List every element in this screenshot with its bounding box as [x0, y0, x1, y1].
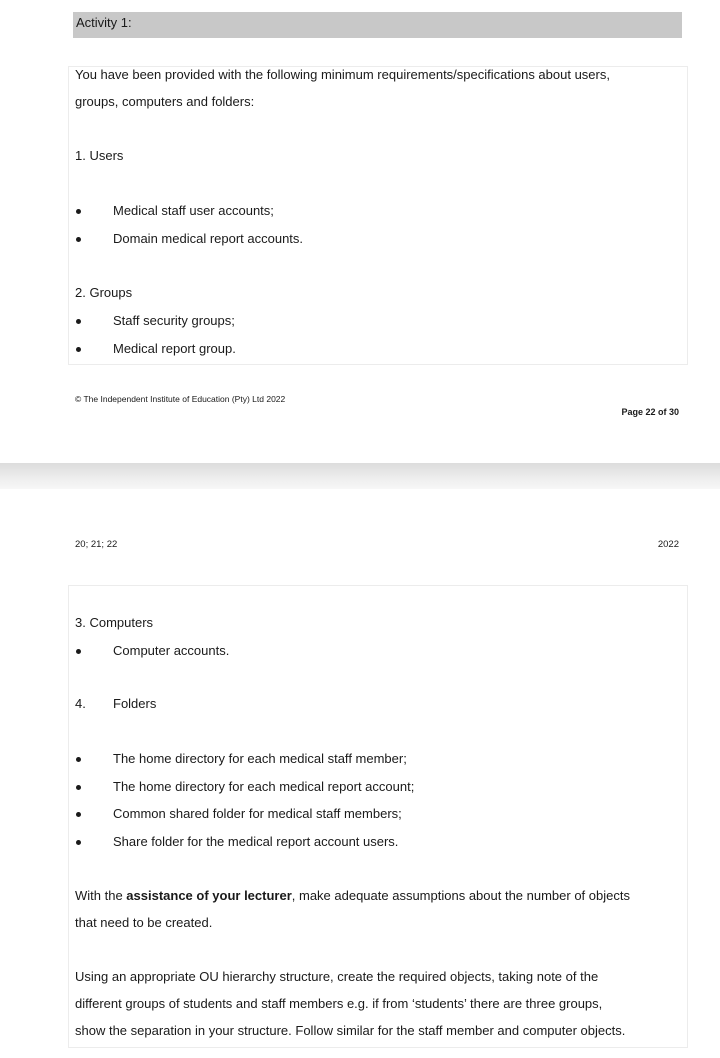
computers-heading: 3. Computers [75, 615, 154, 630]
assistance-paragraph-line-1 [75, 888, 630, 903]
users-heading: 1. Users [75, 148, 124, 163]
assistance-bold: assistance of your lecturer [126, 888, 292, 903]
ou-paragraph-line-2: different groups of students and staff members e.g. if from ‘students’ there are three groups, [75, 996, 603, 1011]
bullet-icon [76, 649, 81, 654]
activity-title: Activity 1: [73, 12, 682, 38]
page-header-left: 20; 21; 22 [75, 539, 118, 550]
list-item: Domain medical report accounts. [113, 231, 304, 246]
folders-number: 4. [75, 696, 86, 711]
assistance-prefix: With the [75, 888, 127, 903]
list-item: Medical report group. [113, 341, 236, 356]
bullet-icon [76, 209, 81, 214]
assistance-suffix: , make adequate assumptions about the number of objects [291, 888, 630, 903]
list-item: The home directory for each medical report account; [113, 779, 415, 794]
bullet-icon [76, 840, 81, 845]
list-item: The home directory for each medical staff member; [113, 751, 407, 766]
ou-paragraph-line-1: Using an appropriate OU hierarchy structure, create the required objects, taking note of the [75, 969, 599, 984]
footer-copyright: © The Independent Institute of Education (Pty) Ltd 2022 [75, 394, 286, 404]
list-item: Computer accounts. [113, 643, 230, 658]
page-header-right: 2022 [657, 539, 679, 550]
page-number: Page 22 of 30 [621, 407, 679, 417]
ou-paragraph-line-3: show the separation in your structure. Follow similar for the staff member and computer objects. [75, 1023, 626, 1038]
intro-line-2: groups, computers and folders: [75, 94, 255, 109]
list-item: Medical staff user accounts; [113, 203, 274, 218]
bullet-icon [76, 347, 81, 352]
folders-heading: Folders [113, 696, 157, 711]
bullet-icon [76, 319, 81, 324]
list-item: Staff security groups; [113, 313, 235, 328]
bullet-icon [76, 237, 81, 242]
groups-heading: 2. Groups [75, 285, 133, 300]
bullet-icon [76, 812, 81, 817]
assistance-paragraph-line-2: that need to be created. [75, 915, 213, 930]
list-item: Share folder for the medical report account users. [113, 834, 399, 849]
list-item: Common shared folder for medical staff members; [113, 806, 402, 821]
bullet-icon [76, 757, 81, 762]
intro-line-1: You have been provided with the following minimum requirements/specifications about users, [75, 67, 610, 82]
page-separator [0, 463, 720, 489]
bullet-icon [76, 785, 81, 790]
